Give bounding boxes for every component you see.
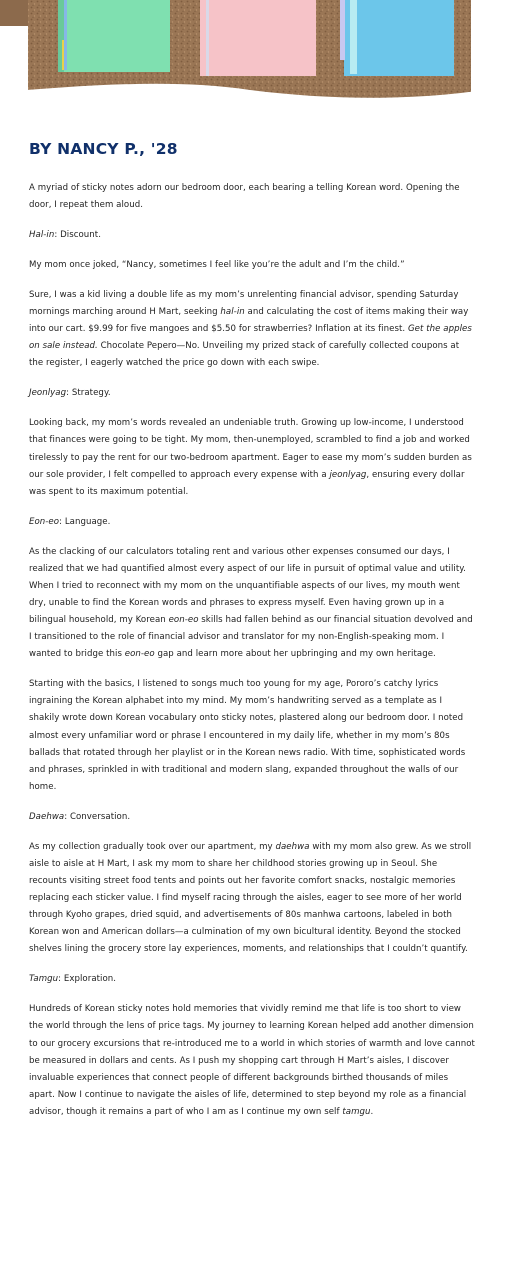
article-paragraph [29,839,475,959]
paragraph-text: Starting with the basics, I listened to songs much too young for my age, Pororo’s catchy lyrics ingraining the Korean alphabet into my mind. My mom’s handwriting served as a template as I shakily wrote down Korean vocabulary onto sticky notes, plastered along our bedroom door. I noted almost every unfamiliar word or phrase I encountered in my daily life, whether in my mom’s 80s ballads that rotated through her playlist or in the Korean news radio. With time, sophisticated words and phrases, sprinkled in with traditional and modern slang, expanded throughout the walls of our home. [29,679,466,792]
paragraph-text: Chocolate Pepero—No. Unveiling my prized stack of carefully collected coupons at the register, I eagerly watched the price go down with each swipe. [29,341,460,369]
paragraph-text: : Language. [59,516,111,527]
article-paragraphs [29,180,475,1121]
paragraph-text: Sure, I was a kid living a double life as my mom’s unrelenting financial advisor, spending Saturday mornings marching around H Mart, seeking [29,290,459,318]
paragraph-text: : Exploration. [58,974,117,985]
article-paragraph [29,227,475,244]
italic-term: Jeonlyag [29,388,67,399]
article-paragraph [29,385,475,402]
italic-term: Tamgu [29,974,59,985]
sticky-note-green [58,0,170,72]
paragraph-text: Hundreds of Korean sticky notes hold memories that vividly remind me that life is too short to view the world through the lens of price tags. My journey to learning Korean helped add another dimension to our grocery excursions that re-introduced me to a world in which stories of warmth and love cannot be measured in dollars and cents. As I push my shopping cart through H Mart’s aisles, I discover invaluable experiences that connect people of different backgrounds birthed thousands of miles apart. Now I continue to navigate the aisles of life, determined to step beyond my role as a financial advisor, though it remains a part of who I am as I continue my own self [29,1004,475,1117]
paragraph-text: As my collection gradually took over our apartment, my [29,841,276,852]
paragraph-text: with my mom also grew. As we stroll aisle to aisle at H Mart, I ask my mom to share her childhood stories growing up in Seoul. She recounts visiting street food tents and points out her favorite comfort snacks, nostalgic memories replacing each sticker value. I find myself racing through the aisles, eager to see more of her world through Kyoho grapes, dried squid, and advertisements of 80s manhwa cartoons, labeled in both Korean won and American dollars—a culmination of my own bicultural identity. Beyond the stocked shelves lining the grocery store lay experiences, moments, and relationships that I couldn’t quantify. [29,841,472,955]
italic-term: Hal-in [29,230,55,241]
paragraph-text: and calculating the cost of items making their way into our cart. $9.99 for five mangoes and $5.50 for strawberries? Inflation at its finest. [29,307,469,335]
italic-term: Get the apples on sale instead. [29,324,472,352]
sticky-note-pink [200,0,316,76]
article-paragraph [29,809,475,826]
italic-term: jeonlyag [329,469,367,480]
italic-term: eon-eo [168,615,199,626]
italic-term: hal-in [220,307,245,318]
italic-term: Eon-eo [29,516,60,527]
article-paragraph [29,257,475,274]
paragraph-text: , ensuring every dollar was spent to its maximum potential. [29,469,465,497]
paragraph-text: Looking back, my mom’s words revealed an undeniable truth. Growing up low-income, I understood that finances were going to be tight. My mom, then-unemployed, scrambled to find a job and worked tirelessly to pay the rent for our two-bedroom apartment. Eager to ease my mom’s sudden burden as our sole provider, I felt compelled to approach every expense with a [29,418,472,480]
sticky-note-blue [340,0,454,76]
article-paragraph [29,676,475,796]
paragraph-text: gap and learn more about her upbringing and my own heritage. [154,649,436,660]
article-paragraph [29,287,475,372]
article-paragraph [29,1001,475,1121]
paragraph-text: skills had fallen behind as our financial situation devolved and I transitioned to the role of financial advisor and translator for my non-English-speaking mom. I wanted to bridge this [29,615,473,660]
article-paragraph [29,180,475,214]
byline: BY NANCY P., '28 [29,140,178,158]
article-paragraph [29,544,475,664]
paragraph-text: . [370,1106,374,1117]
paragraph-text: : Strategy. [66,388,111,399]
paragraph-text: : Conversation. [64,811,131,822]
article-paragraph [29,514,475,531]
italic-term: tamgu [342,1106,371,1117]
paragraph-text: My mom once joked, “Nancy, sometimes I feel like you’re the adult and I’m the child.” [29,260,405,271]
paragraph-text: A myriad of sticky notes adorn our bedroom door, each bearing a telling Korean word. Opening the door, I repeat them aloud. [29,183,460,211]
italic-term: daehwa [275,841,310,852]
italic-term: Daehwa [29,811,65,822]
hero-image [0,0,509,104]
article-paragraph [29,971,475,988]
italic-term: eon-eo [124,649,155,660]
paragraph-text: As the clacking of our calculators totaling rent and various other expenses consumed our days, I realized that we had quantified almost every aspect of our life in pursuit of optimal value and utility. When I tried to reconnect with my mom on the unquantifiable aspects of our lives, my mouth went dry, unable to find the Korean words and phrases to express myself. Even having grown up in a bilingual household, my Korean [29,546,466,626]
paragraph-text: : Discount. [54,230,101,241]
article-body [29,140,475,1134]
article-paragraph [29,415,475,500]
